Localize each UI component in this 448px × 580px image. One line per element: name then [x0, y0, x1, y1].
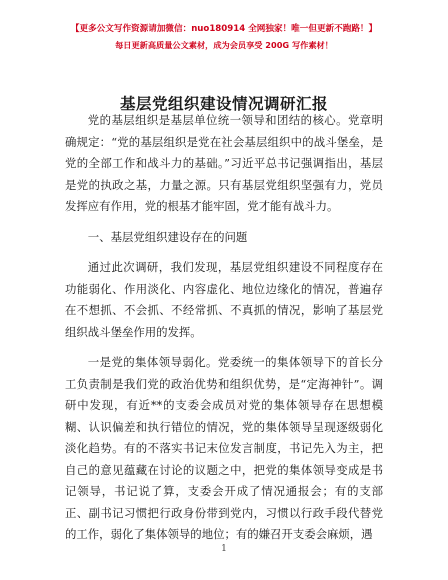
paragraph-intro: 党的基层组织是基层单位统一领导和团结的核心。党章明确规定：“党的基层组织是党在社会基层组织中的战斗堡垒，是党的全部工作和战斗力的基础。”习近平总书记强调指出，基层是党的执政之基，力量之源。只有基层党组织坚强有力，党员发挥应有作用，党的根基才能牢固，党才能有战斗力。 — [65, 113, 383, 213]
document-body — [65, 110, 383, 546]
promo-banner-line-1: 【更多公文写作资源请加微信：nuo180914 全网独家！唯一但更新不跑路！】 — [70, 24, 378, 34]
promo-banner — [0, 22, 448, 52]
page-number: 1 — [221, 544, 227, 554]
document-title: 基层党组织建设情况调研汇报 — [119, 95, 328, 113]
paragraph-findings: 通过此次调研，我们发现，基层党组织建设不同程度存在功能弱化、作用淡化、内容虚化、地位边缘化的情况，普遍存在不想抓、不会抓、不经常抓、不真抓的情况，影响了基层党组织战斗堡垒作用的发挥。 — [65, 260, 383, 339]
section-heading-problems: 一、基层党组织建设存在的问题 — [87, 229, 248, 244]
promo-banner-line-2: 每日更新高质量公文素材，成为会员享受 200G 写作素材！ — [115, 40, 333, 50]
paragraph-collective-leadership: 一是党的集体领导弱化。党委统一的集体领导下的首长分工负责制是我们党的政治优势和组织优势，是“定海神针”。调研中发现，有近**的支委会成员对党的集体领导存在思想模糊、认识偏差和执行错位的情况，党的集体领导呈现逐级弱化淡化趋势。有的不落实书记末位发言制度，书记先入为主，把自己的意见蕴藏在讨论的议题之中，把党的集体领导变成是书记领导，书记说了算，支委会开成了情况通报会；有的支部正、副书记习惯把行政身份带到党内，习惯以行政手段代替党的工作，弱化了集体领导的地位；有的嫌召开支委会麻烦，遇 — [65, 355, 383, 541]
